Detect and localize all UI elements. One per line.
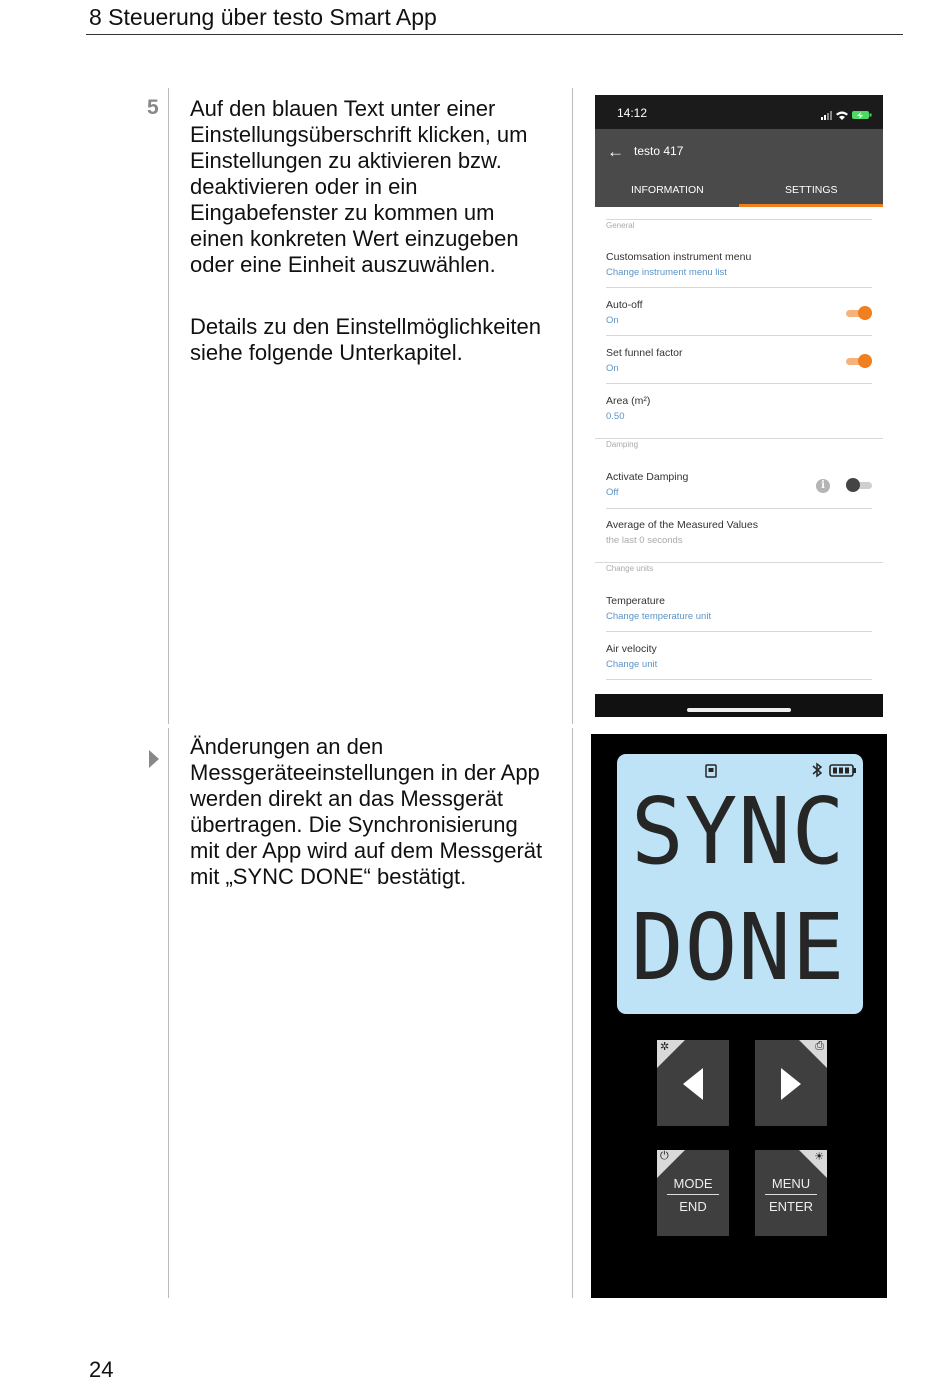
setting-value-link[interactable]: On [606,315,619,326]
app-title: testo 417 [634,144,684,158]
setting-label: Customsation instrument menu [606,251,752,263]
step-line: einen konkreten Wert einzugeben [190,226,519,251]
status-time: 14:12 [617,106,648,120]
setting-label: Average of the Measured Values [606,519,758,531]
back-arrow-icon[interactable]: ← [607,142,624,161]
step-right-rule [572,88,573,724]
bluetooth-icon: ✲ [660,1041,670,1053]
home-indicator-bar [595,694,883,717]
result-line: werden direkt an das Messgerät [190,786,504,811]
step-details [190,314,570,366]
damping-toggle[interactable] [846,478,872,492]
result-line: übertragen. Die Synchronisierung [190,812,518,837]
setting-label: Activate Damping [606,471,689,483]
divider [595,562,883,563]
divider [606,383,872,384]
tab-information[interactable]: INFORMATION [631,184,704,196]
result-right-rule [572,728,573,1298]
enter-label: ENTER [768,1199,814,1214]
menu-label: MENU [771,1176,811,1191]
divider [606,679,872,680]
display-line-sync: SYNC [631,778,846,885]
info-icon[interactable]: i [816,479,830,493]
device-display [617,754,863,1014]
setting-value-link[interactable]: Off [606,487,619,498]
mode-end-button[interactable] [657,1150,729,1236]
left-button[interactable] [657,1040,729,1126]
divider [606,287,872,288]
step-line: deaktivieren oder in ein [190,174,418,199]
section-damping: Damping [606,440,639,449]
phone-status-bar [595,95,883,129]
result-arrow-icon [149,750,159,768]
page-number: 24 [89,1357,114,1382]
app-screenshot [595,95,883,717]
step-line: oder eine Einheit auszuwählen. [190,252,496,277]
step-line: Einstellungsüberschrift klicken, um [190,122,528,147]
result-text [190,734,570,890]
bluetooth-icon [811,762,823,778]
setting-value-link[interactable]: Change instrument menu list [606,267,727,278]
auto-off-toggle[interactable] [846,306,872,320]
step-instruction [190,96,570,278]
section-general: General [606,221,635,230]
result-line: Änderungen an den [190,734,384,759]
setting-label: Air velocity [606,643,657,655]
setting-label: Temperature [606,595,665,607]
setting-value-link[interactable]: 0.50 [606,411,625,422]
divider [606,508,872,509]
tab-settings[interactable]: SETTINGS [785,184,838,196]
divider [606,335,872,336]
section-units: Change units [606,564,654,573]
active-tab-indicator [739,204,883,207]
battery-icon [829,764,857,777]
setting-label: Area (m²) [606,395,651,407]
light-icon: ☀ [814,1151,824,1163]
result-line: mit der App wird auf dem Messgerät [190,838,543,863]
step-line: Einstellungen zu aktivieren bzw. [190,148,502,173]
step-line: Eingabefenster zu kommen um [190,200,495,225]
step-number: 5 [147,96,159,119]
setting-value: the last 0 seconds [606,535,683,546]
funnel-factor-toggle[interactable] [846,354,872,368]
arrow-left-icon [681,1067,705,1101]
arrow-right-icon [779,1067,803,1101]
print-icon: ⎙ [815,1040,824,1052]
result-left-rule [168,728,169,1298]
page-header-title: 8 Steuerung über testo Smart App [89,4,437,30]
divider [606,631,872,632]
app-bar [595,129,883,207]
setting-value-link[interactable]: On [606,363,619,374]
mode-label: MODE [673,1176,713,1191]
setting-label: Auto-off [606,299,643,311]
home-indicator[interactable] [687,708,791,712]
end-label: END [679,1199,707,1214]
setting-value-link[interactable]: Change unit [606,659,658,670]
status-icons [821,107,873,125]
setting-label: Set funnel factor [606,347,683,359]
signal-wifi-battery-icon [821,110,873,120]
result-line: Messgeräteeinstellungen in der App [190,760,540,785]
power-icon: ⏻ [660,1150,669,1162]
setting-value-link[interactable]: Change temperature unit [606,611,712,622]
result-line: mit „SYNC DONE“ bestätigt. [190,864,467,889]
phone-link-icon [705,764,717,778]
header-rule [86,34,903,35]
right-button[interactable] [755,1040,827,1126]
details-line: Details zu den Einstellmöglichkeiten [190,314,541,339]
divider [595,438,883,439]
step-line: Auf den blauen Text unter einer [190,96,496,121]
button-separator [765,1194,817,1195]
menu-enter-button[interactable] [755,1150,827,1236]
divider [606,219,872,220]
button-separator [667,1194,719,1195]
details-line: siehe folgende Unterkapitel. [190,340,463,365]
measuring-device [591,734,887,1298]
display-line-done: DONE [631,894,846,1001]
step-left-rule [168,88,169,724]
